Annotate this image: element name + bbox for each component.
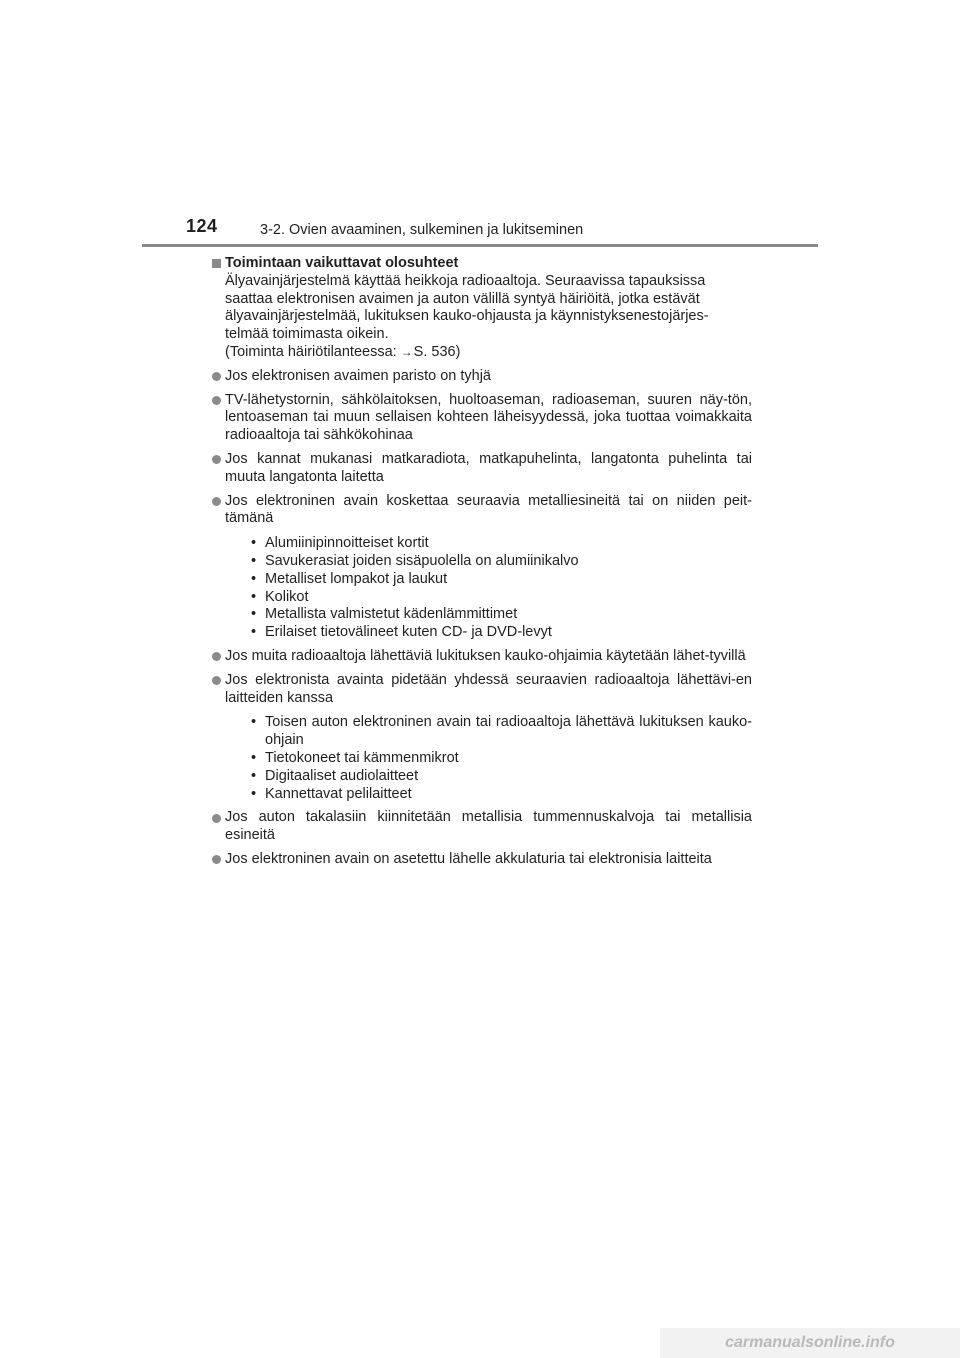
circle-bullet-icon (212, 396, 221, 405)
list-item (212, 648, 752, 666)
circle-bullet-icon (212, 814, 221, 823)
square-bullet-icon (212, 259, 221, 268)
intro-line: telmää toimimasta oikein. (225, 326, 389, 343)
dot-bullet-icon: • (251, 624, 257, 641)
sublist-item: • Kolikot (251, 588, 309, 605)
sublist-item: • Digitaaliset audiolaitteet (251, 767, 419, 784)
dot-bullet-icon: • (251, 749, 257, 766)
sublist-item: • Kannettavat pelilaitteet (251, 785, 412, 802)
dot-bullet-icon: • (251, 588, 257, 605)
page-header (0, 0, 960, 250)
circle-bullet-icon (212, 372, 221, 381)
sublist-item: • Tietokoneet tai kämmenmikrot (251, 749, 459, 766)
list-item (212, 493, 752, 642)
intro-line: älyavainjärjestelmää, lukituksen kauko-ohjausta ja käynnistyksenestojärjes- (225, 308, 709, 325)
list-item-text: Jos elektroninen avain on asetettu lähelle akkulaturia tai elektronisia laitteita (225, 850, 712, 867)
dot-bullet-icon: • (251, 535, 257, 552)
list-item (212, 672, 752, 804)
arrow-right-icon: → (400, 344, 413, 359)
list-item (212, 809, 752, 845)
section-heading-text: Toimintaan vaikuttavat olosuhteet (225, 255, 459, 271)
list-item (212, 392, 752, 445)
sublist (251, 714, 752, 803)
reference-prefix: (Toiminta häiriötilanteessa: (225, 343, 397, 360)
page-content (212, 255, 752, 869)
list-item (212, 451, 752, 487)
intro-paragraph (225, 273, 752, 344)
sublist (251, 535, 752, 642)
dot-bullet-icon: • (251, 570, 257, 587)
sublist-item: • Metalliset lompakot ja laukut (251, 570, 448, 587)
list-item (212, 368, 752, 386)
circle-bullet-icon (212, 455, 221, 464)
dot-bullet-icon: • (251, 552, 257, 569)
dot-bullet-icon: • (251, 785, 257, 802)
list-item-text: Jos elektronista avainta pidetään yhdessä seuraavien radioaaltoja lähettävi-en laitteiden kanssa (225, 671, 752, 706)
sublist-item: • Toisen auton elektroninen avain tai radioaaltoja lähettävä lukituksen kauko-ohjain (251, 714, 752, 749)
list-item-text: Jos kannat mukanasi matkaradiota, matkapuhelinta, langatonta puhelinta tai muuta langatonta laitetta (225, 450, 752, 485)
header-divider (142, 244, 818, 247)
dot-bullet-icon: • (251, 767, 257, 784)
sublist-item: • Erilaiset tietovälineet kuten CD- ja DVD-levyt (251, 624, 552, 641)
list-item-text: Jos elektroninen avain koskettaa seuraavia metalliesineitä tai on niiden peit-tämänä (225, 492, 752, 527)
circle-bullet-icon (212, 676, 221, 685)
chapter-title: 3-2. Ovien avaaminen, sulkeminen ja lukitseminen (260, 222, 584, 238)
circle-bullet-icon (212, 652, 221, 661)
sublist-item: • Savukerasiat joiden sisäpuolella on alumiinikalvo (251, 552, 579, 569)
section-heading (212, 255, 752, 273)
watermark-logo: carmanualsonline.info (660, 1328, 960, 1358)
page-number: 124 (186, 216, 218, 236)
circle-bullet-icon (212, 497, 221, 506)
list-item-text: Jos muita radioaaltoja lähettäviä lukituksen kauko-ohjaimia käytetään lähet-tyvillä (225, 647, 746, 664)
sublist-item: • Metallista valmistetut kädenlämmittimet (251, 606, 518, 623)
sublist-item: • Alumiinipinnoitteiset kortit (251, 535, 429, 552)
list-item (212, 851, 752, 869)
circle-bullet-icon (212, 855, 221, 864)
intro-line: saattaa elektronisen avaimen ja auton välillä syntyä häiriöitä, jotka estävät (225, 290, 700, 307)
reference-page: S. 536) (413, 343, 461, 360)
intro-line: Älyavainjärjestelmä käyttää heikkoja radioaaltoja. Seuraavissa tapauksissa (225, 272, 706, 289)
list-item-text: TV-lähetystornin, sähkölaitoksen, huoltoaseman, radioaseman, suuren näy-tön, lentoaseman tai muun sellaisen kohteen läheisyydessä, joka tuottaa voimakkaita radioaaltoja tai sähkökohinaa (225, 391, 752, 444)
dot-bullet-icon: • (251, 714, 257, 731)
page-reference (225, 344, 752, 362)
list-item-text: Jos auton takalasiin kiinnitetään metallisia tummennuskalvoja tai metallisia esineitä (225, 809, 752, 844)
dot-bullet-icon: • (251, 606, 257, 623)
list-item-text: Jos elektronisen avaimen paristo on tyhjä (225, 367, 491, 384)
